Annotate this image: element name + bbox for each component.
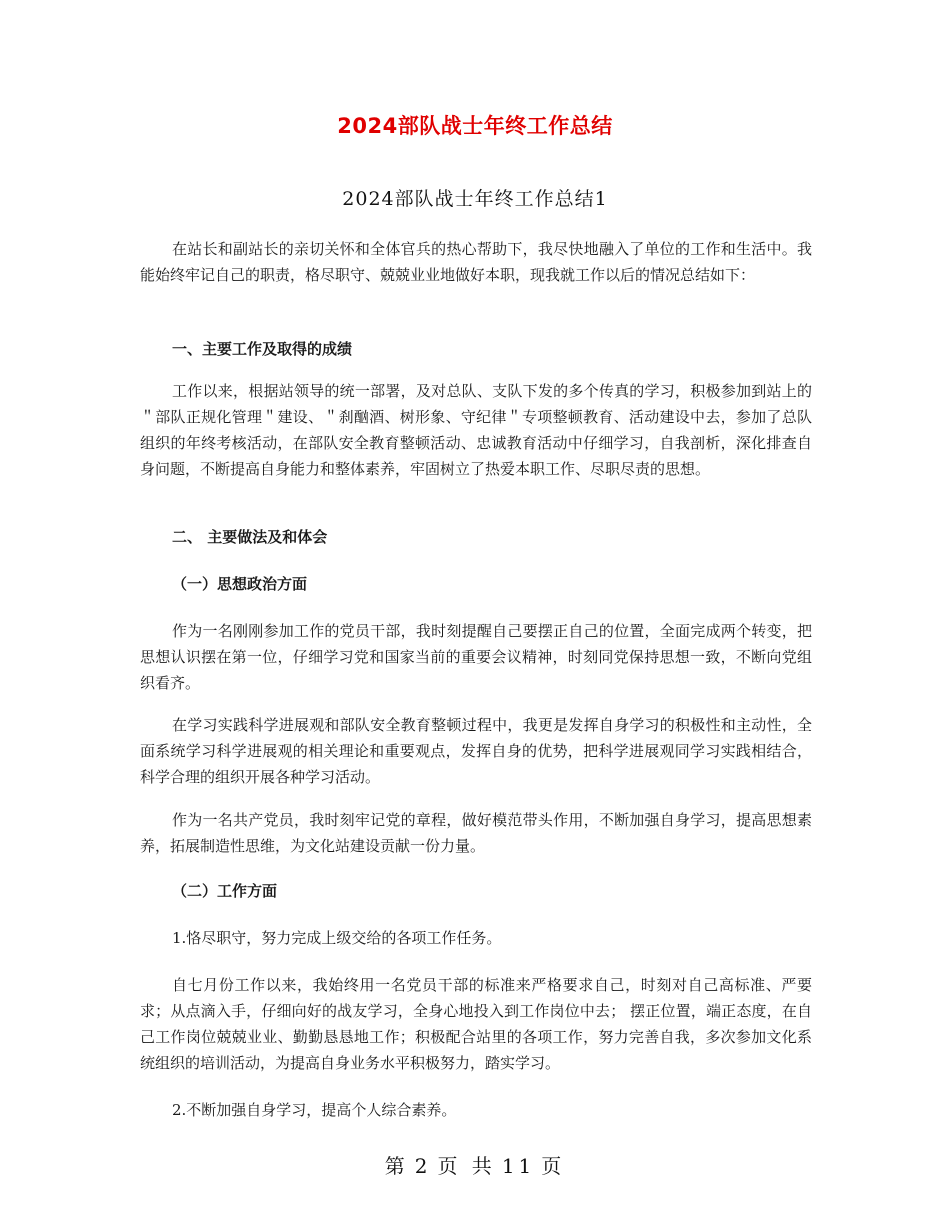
document-title: 2024部队战士年终工作总结 [337,114,613,138]
footer-middle: 页 共 [437,1154,496,1178]
document-subtitle: 2024部队战士年终工作总结1 [342,188,608,210]
page-footer [0,1150,950,1179]
subsection1-paragraph-3: 作为一名共产党员，我时刻牢记党的章程，做好模范带头作用，不断加强自身学习，提高思想素养，拓展制造性思维，为文化站建设贡献一份力量。 [140,811,812,855]
subsection1-paragraph-1: 作为一名刚刚参加工作的党员干部，我时刻提醒自己要摆正自己的位置，全面完成两个转变，把思想认识摆在第一位，仔细学习党和国家当前的重要会议精神，时刻同党保持思想一致，不断向党组织看齐。 [140,622,812,692]
subsection2-heading: （二）工作方面 [172,882,278,900]
section2-heading: 二、 主要做法及和体会 [172,528,328,546]
footer-prefix: 第 [384,1154,409,1178]
subsection1-heading: （一）思想政治方面 [172,575,308,593]
footer-suffix: 页 [541,1154,566,1178]
intro-paragraph: 在站长和副站长的亲切关怀和全体官兵的热心帮助下，我尽快地融入了单位的工作和生活中。我能始终牢记自己的职责，格尽职守、兢兢业业地做好本职，现我就工作以后的情况总结如下： [140,240,812,284]
list-item-1-paragraph: 自七月份工作以来，我始终用一名党员干部的标准来严格要求自己，时刻对自己高标准、严要求；从点滴入手，仔细向好的战友学习，全身心地投入到工作岗位中去； 摆正位置，端正态度，在自己工作岗位兢兢业业、勤勤恳恳地工作；积极配合站里的各项工作，努力完善自我，多次参加文化系统组织的培训活动，为提高自身业务水平积极努力，踏实学习。 [140,976,812,1072]
list-item-1: 1.恪尽职守，努力完成上级交给的各项工作任务。 [172,929,502,947]
list-item-2: 2.不断加强自身学习，提高个人综合素养。 [172,1101,457,1119]
subsection1-paragraph-2: 在学习实践科学进展观和部队安全教育整顿过程中，我更是发挥自身学习的积极性和主动性，全面系统学习科学进展观的相关理论和重要观点，发挥自身的优势，把科学进展观同学习实践相结合，科学合理的组织开展各种学习活动。 [140,716,812,786]
footer-page-number: 2 [414,1154,432,1178]
section1-heading: 一、主要工作及取得的成绩 [172,340,353,358]
footer-total-pages: 11 [501,1154,536,1178]
section1-paragraph: 工作以来，根据站领导的统一部署，及对总队、支队下发的多个传真的学习，积极参加到站上的＂部队正规化管理＂建设、＂刹酗酒、树形象、守纪律＂专项整顿教育、活动建设中去，参加了总队组织的年终考核活动，在部队安全教育整顿活动、忠诚教育活动中仔细学习，自我剖析，深化排查自身问题，不断提高自身能力和整体素养，牢固树立了热爱本职工作、尽职尽责的思想。 [140,382,812,478]
